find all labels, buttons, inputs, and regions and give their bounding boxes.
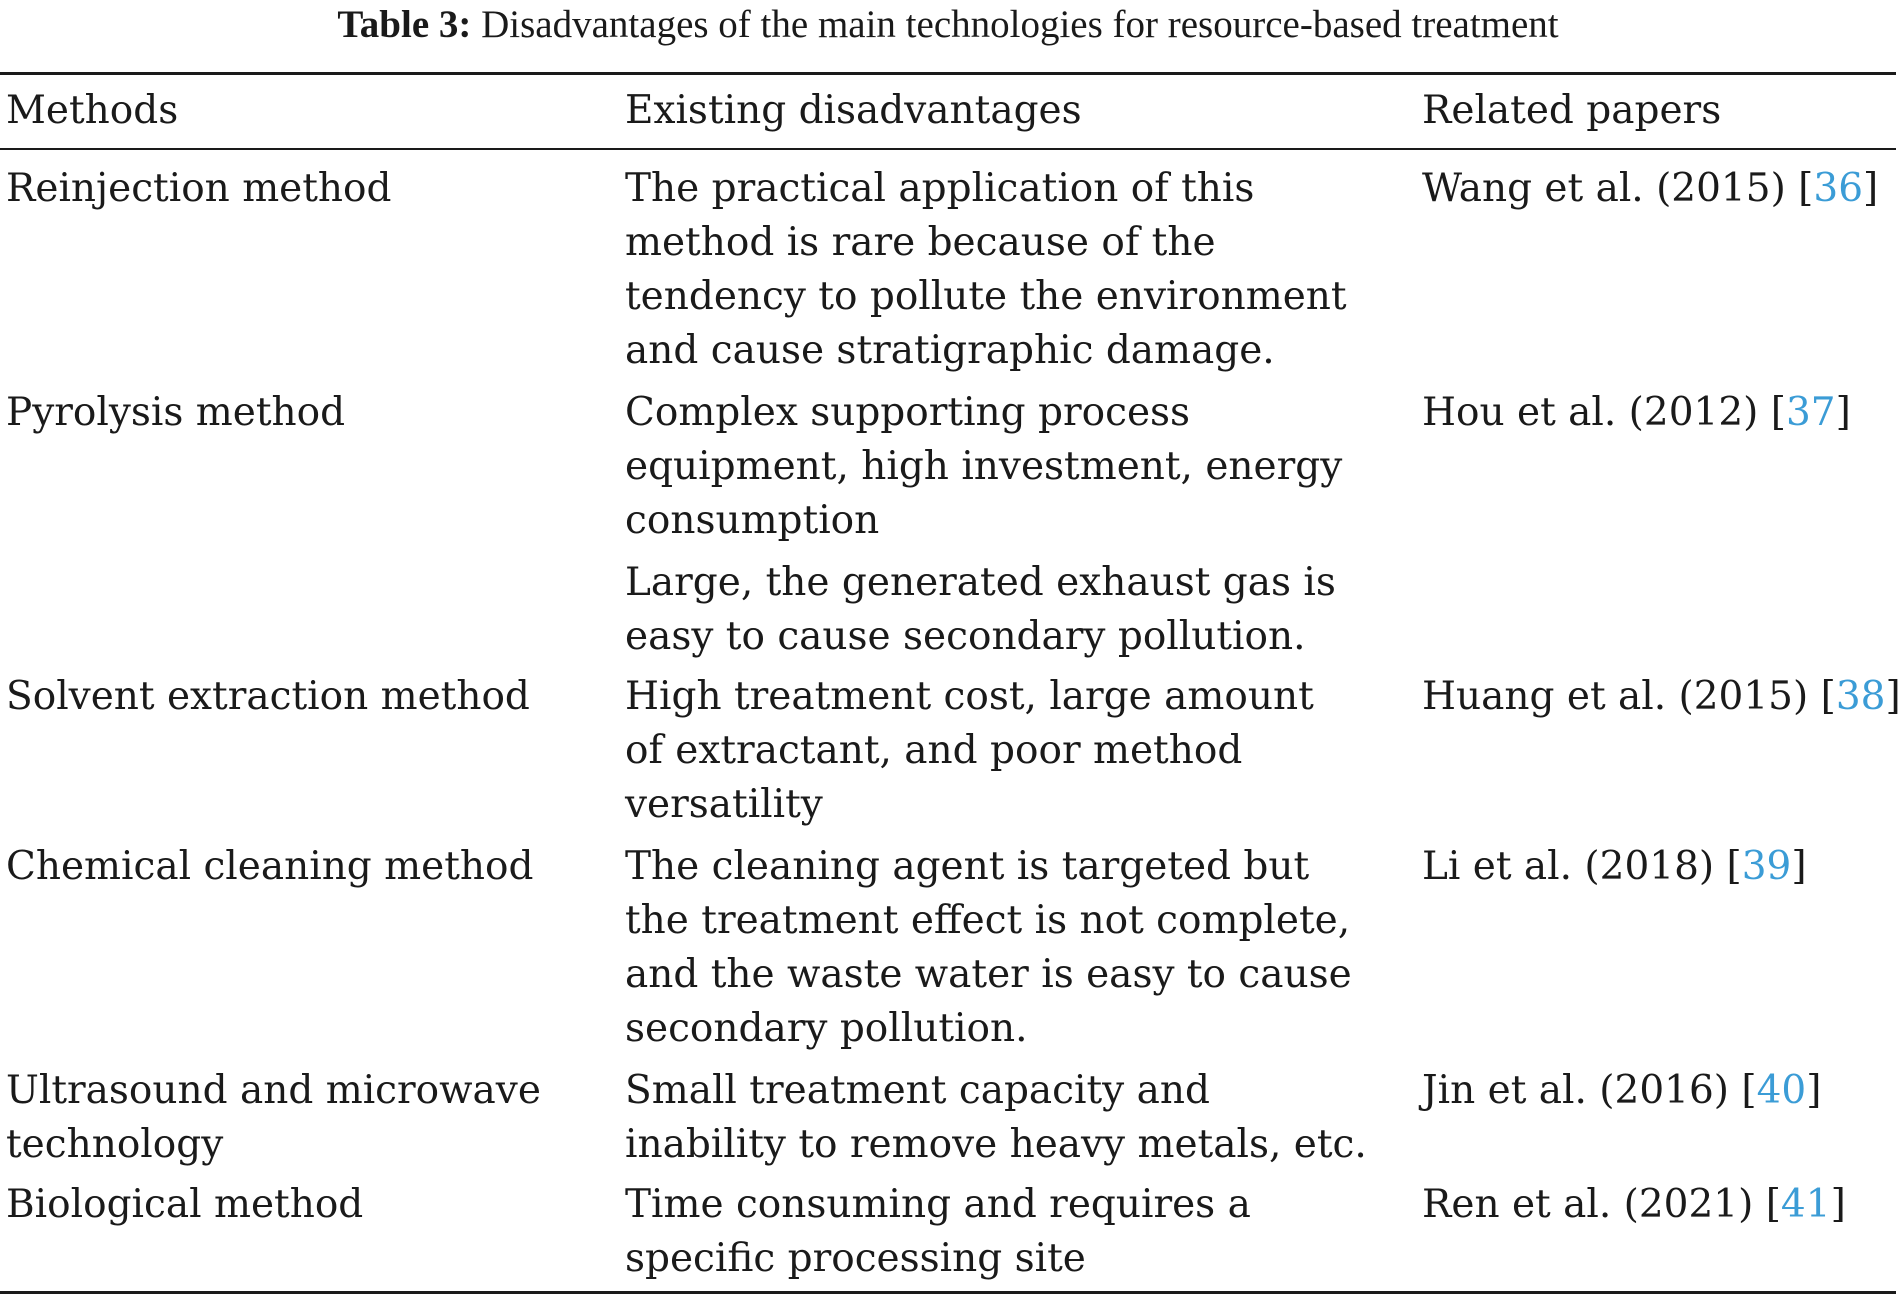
bottom-rule [0, 1291, 1896, 1294]
disadvantage-cell: The cleaning agent is targeted but the treatment effect is not complete, and the waste water is easy to cause secondary pollution. [625, 844, 1352, 1051]
disadvantage-cell: Small treatment capacity and inability to remove heavy metals, etc. [625, 1068, 1367, 1167]
method-cell: Chemical cleaning method [6, 844, 534, 889]
header-disadvantages: Existing disadvantages [625, 88, 1082, 133]
paper-cell: Li et al. (2018) [39] [1422, 844, 1807, 889]
method-cell: Ultrasound and microwave technology [6, 1068, 541, 1167]
disadvantage-cell: High treatment cost, large amount of extractant, and poor method versatility [625, 674, 1314, 827]
top-rule [0, 72, 1896, 75]
disadvantage-cell: Time consuming and requires a specific processing site [625, 1182, 1251, 1281]
reference-link[interactable]: 40 [1756, 1068, 1807, 1113]
header-rule [0, 148, 1896, 150]
caption-label: Table 3: [337, 3, 472, 46]
reference-link[interactable]: 41 [1780, 1182, 1831, 1227]
method-cell: Biological method [6, 1182, 364, 1227]
method-cell: Pyrolysis method [6, 390, 346, 435]
reference-link[interactable]: 38 [1835, 674, 1886, 719]
reference-link[interactable]: 39 [1741, 844, 1792, 889]
paper-cell: Jin et al. (2016) [40] [1422, 1068, 1822, 1113]
paper-cell: Huang et al. (2015) [38] [1422, 674, 1901, 719]
table-caption [0, 0, 1896, 50]
paper-cell: Hou et al. (2012) [37] [1422, 390, 1851, 435]
paper-cell: Wang et al. (2015) [36] [1422, 166, 1879, 211]
disadvantage-cell: Complex supporting process equipment, high investment, energy consumption [625, 390, 1343, 543]
reference-link[interactable]: 37 [1785, 390, 1836, 435]
header-methods: Methods [6, 88, 179, 133]
disadvantage-cell: The practical application of this method is rare because of the tendency to pollute the environment and cause stratigraphic damage. [625, 166, 1347, 373]
reference-link[interactable]: 36 [1813, 166, 1864, 211]
disadvantage-cell-continued: Large, the generated exhaust gas is easy to cause secondary pollution. [625, 560, 1336, 659]
method-cell: Solvent extraction method [6, 674, 530, 719]
paper-cell: Ren et al. (2021) [41] [1422, 1182, 1846, 1227]
header-papers: Related papers [1422, 88, 1722, 133]
caption-text: Disadvantages of the main technologies for resource-based treatment [481, 3, 1559, 46]
method-cell: Reinjection method [6, 166, 392, 211]
